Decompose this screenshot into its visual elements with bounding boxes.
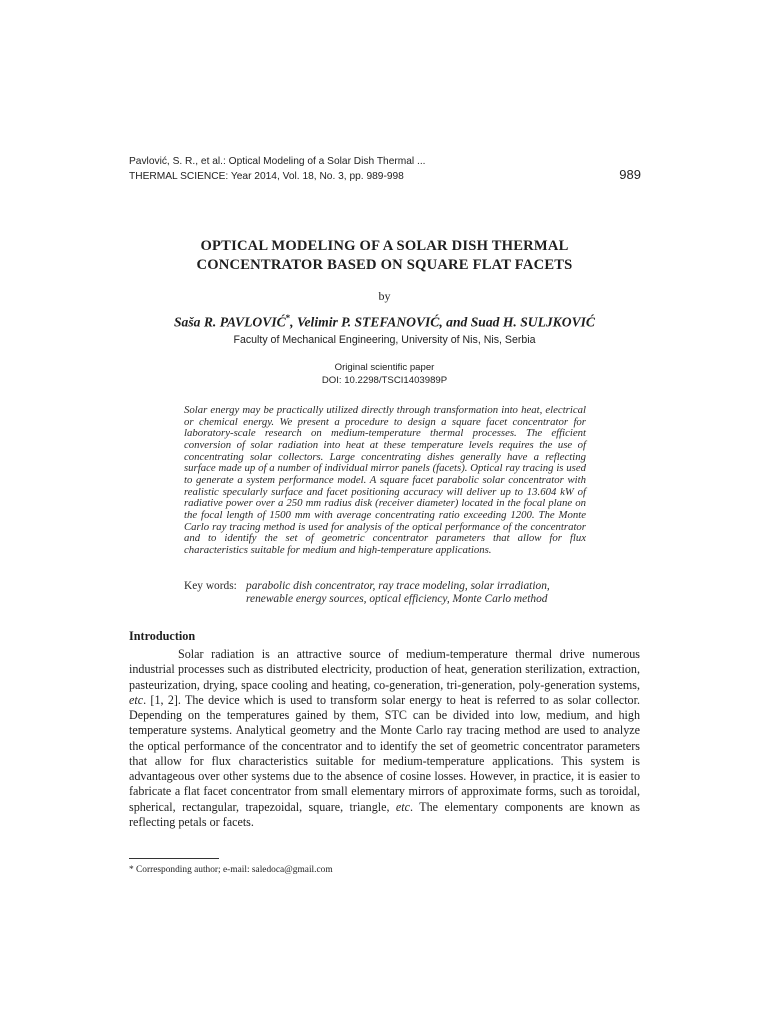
doi: DOI: 10.2298/TSCI1403989P <box>321 374 448 386</box>
running-head-citation: Pavlović, S. R., et al.: Optical Modeling of a Solar Dish Thermal ... <box>129 156 426 167</box>
keywords <box>184 580 604 605</box>
journal-info: THERMAL SCIENCE: Year 2014, Vol. 18, No. 3, pp. 989-998 <box>129 171 404 182</box>
keywords-label: Key words: <box>184 580 237 592</box>
paper-type-block <box>129 362 640 387</box>
running-head <box>129 155 641 183</box>
keywords-line-2: renewable energy sources, optical efficiency, Monte Carlo method <box>246 592 548 605</box>
corresponding-author: Saša R. PAVLOVIĆ <box>174 314 286 330</box>
intro-text-2: . [1, 2]. The device which is used to transform solar energy to heat is referred to as solar collector. Depending on the temperatures gained by them, STC can be divided into low, medium, and high temperature systems. Analytical geometry and the Monte Carlo ray tracing method are used to analyze the optical performance of the concentrator and to identify the set of geometric concentrator parameters that allow for flux characteristics suitable for medium-temperature applications. This system is advantageous over other systems due to the absence of cosine losses. However, in practice, it is easier to fabricate a flat facet concentrator from small elementary mirrors of approximate forms, such as toroidal, spherical, rectangular, trapezoidal, square, triangle, <box>129 692 640 814</box>
intro-etc-1: etc <box>129 692 144 707</box>
title-line-1: OPTICAL MODELING OF A SOLAR DISH THERMAL <box>200 238 569 254</box>
footnote: * Corresponding author; e-mail: saledoca@gmail.com <box>129 865 333 875</box>
introduction-paragraph <box>129 647 640 830</box>
co-authors: , Velimir P. STEFANOVIĆ, and Suad H. SULJKOVIĆ <box>290 314 595 330</box>
by-label: by <box>378 289 391 303</box>
paper-title <box>129 237 640 275</box>
section-heading-introduction: Introduction <box>129 629 196 643</box>
page-number: 989 <box>619 167 641 182</box>
intro-text-3: . The elementary components are known as reflecting petals or facets. <box>129 799 640 829</box>
keywords-line-1: parabolic dish concentrator, ray trace modeling, solar irradiation, <box>246 580 550 592</box>
footnote-rule <box>129 858 219 859</box>
author-list <box>129 313 640 331</box>
corresponding-marker: * <box>285 313 291 323</box>
intro-etc-2: etc <box>395 799 411 814</box>
intro-text-1: Solar radiation is an attractive source of medium-temperature thermal drive numerous industrial processes such as distributed electricity, production of heat, generation sterilization, extraction, pasteurization, drying, space cooling and heating, co-generation, tri-generation, poly-generation systems, <box>129 647 640 692</box>
paper-type: Original scientific paper <box>334 362 435 373</box>
abstract: Solar energy may be practically utilized directly through transformation into heat, electrical or chemical energy. We present a procedure to design a square facet concentrator for laboratory-scale research on medium-temperature thermal processes. The efficient conversion of solar radiation into heat at these temperature levels requires the use of concentrating solar collectors. Large concentrating dishes generally have a reflecting surface made up of a number of individual mirror panels (facets). Optical ray tracing is used to generate a system performance model. A square facet parabolic solar concentrator with realistic specularly surface and facet positioning accuracy will deliver up to 13.604 kW of radiative power over a 250 mm radius disk (receiver diameter) located in the focal plane on the focal length of 1500 mm with average concentrating ratio exceeding 1200. The Monte Carlo ray tracing method is used for analysis of the optical performance of the concentrator and to identify the set of geometric concentrator parameters that allow for flux characteristics suitable for medium and high-temperature applications. <box>184 404 586 556</box>
affiliation: Faculty of Mechanical Engineering, University of Nis, Nis, Serbia <box>233 334 536 346</box>
title-line-2: CONCENTRATOR BASED ON SQUARE FLAT FACETS <box>196 257 573 273</box>
